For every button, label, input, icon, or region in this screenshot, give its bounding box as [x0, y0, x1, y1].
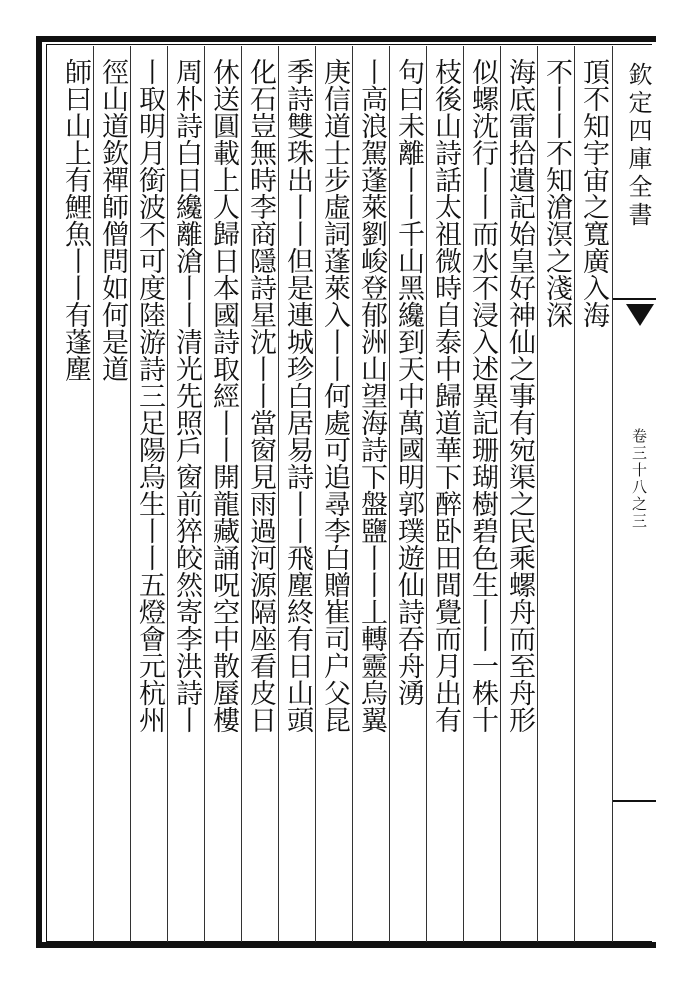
text-column-5: 枝後山詩話太祖微時自泰中歸道華下醉卧田間覺而月出有 [430, 58, 461, 733]
text-column-4: 似螺沈行丨丨而水不浸入述異記珊瑚樹碧色生丨丨一株十 [467, 58, 498, 733]
text-column-10: 化石豈無時李商隱詩星沈丨丨當窗見雨過河源隔座看皮日 [245, 58, 276, 733]
column-rule [278, 46, 279, 942]
book-title: 欽定四庫全書 [624, 62, 652, 230]
column-rule [500, 46, 501, 942]
text-column-11: 休送圓載上人歸日本國詩取經丨丨開龍藏誦呪空中散蜃樓 [208, 58, 239, 733]
text-column-8: 庚信道士步虛詞蓬萊入丨丨何處可追尋李白贈崔司户父昆 [319, 58, 350, 733]
column-rule [574, 46, 575, 942]
column-rule [426, 46, 427, 942]
text-column-1: 頂不知宇宙之寬廣入海 [578, 58, 609, 328]
fishtail-mark [626, 304, 654, 326]
column-rule [315, 46, 316, 942]
column-rule [204, 46, 205, 942]
text-column-9: 季詩雙珠出丨丨但是連城珍白居易詩丨丨飛塵終有日山頭 [282, 58, 313, 733]
text-column-15: 師曰山上有鯉魚丨丨有蓬塵 [60, 58, 91, 382]
fishtail-line [612, 298, 656, 300]
column-rule [463, 46, 464, 942]
text-column-12: 周朴詩白日纔離滄丨丨清光先照戶窗前猝皎然寄李洪詩丨 [171, 58, 202, 733]
text-column-3: 海底雷拾遺記始皇好神仙之事有宛渠之民乘螺舟而至舟形 [504, 58, 535, 733]
volume-label: 卷三十八之三 [630, 428, 648, 530]
column-rule [537, 46, 538, 942]
column-rule [612, 46, 613, 942]
column-rule [352, 46, 353, 942]
column-rule [93, 46, 94, 942]
column-rule [167, 46, 168, 942]
fishtail-line-lower [612, 800, 656, 802]
column-rule [389, 46, 390, 942]
text-column-6: 句曰未離丨丨千山黑纔到天中萬國明郭璞遊仙詩吞舟湧 [393, 58, 424, 706]
column-rule [241, 46, 242, 942]
text-column-13: 丨取明月銜波不可度陸游詩三足陽烏生丨丨五燈會元杭州 [134, 58, 165, 733]
column-rule [130, 46, 131, 942]
text-column-2: 不丨丨不知滄溟之淺深 [541, 58, 572, 328]
text-column-7: 丨高浪駕蓬萊劉峻登郁洲山望海詩下盤鹽丨丨丄轉靈烏翼 [356, 58, 387, 733]
text-column-14: 徑山道欽禪師僧問如何是道 [97, 58, 128, 382]
